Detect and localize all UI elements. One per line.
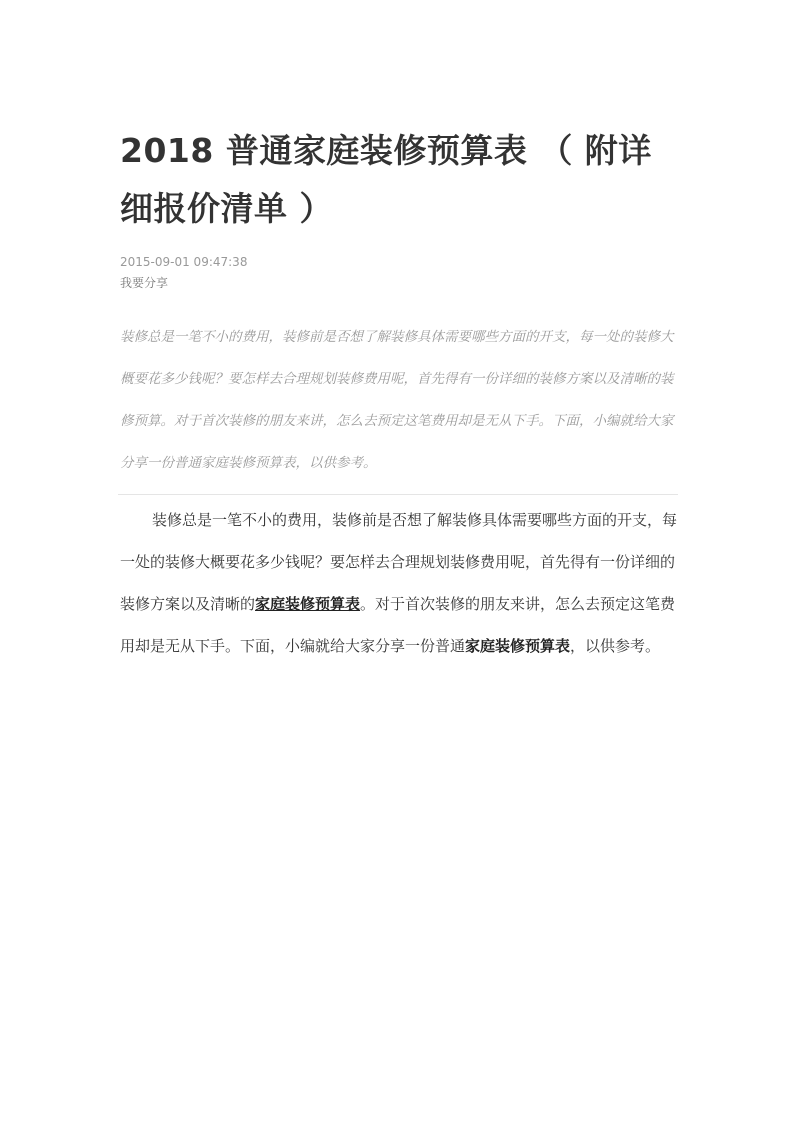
publish-date: 2015-09-01 09:47:38 — [120, 255, 248, 269]
article-summary: 装修总是一笔不小的费用，装修前是否想了解装修具体需要哪些方面的开支，每一处的装修大概要花多少钱呢？要怎样去合理规划装修费用呢，首先得有一份详细的装修方案以及清晰的装修预算。对于首次装修的朋友来讲，怎么去预定这笔费用却是无从下手。下面，小编就给大家分享一份普通家庭装修预算表，以供参考。 — [120, 329, 674, 471]
divider — [118, 494, 678, 495]
body-text-part-3: ，以供参考。 — [570, 637, 661, 655]
body-text-part-1: 装修总是一笔不小的费用，装修前是否想了解装修具体需要哪些方面的开支，每一处的装修大概要花多少钱呢？要怎样去合理规划装修费用呢，首先得有一份详细的装修方案以及清晰的 — [120, 511, 678, 613]
body-text-part-2: 。对于首次装修的朋友来讲，怎么去预定这笔费用却是无从下手。下面，小编就给大家分享一份普通 — [120, 595, 676, 655]
share-link[interactable]: 我要分享 — [120, 276, 169, 290]
article-meta — [120, 252, 680, 294]
article-body — [120, 499, 680, 667]
article-title: 2018 普通家庭装修预算表 （ 附详细报价清单 ） — [120, 131, 652, 228]
keyword-link[interactable]: 家庭装修预算表 — [255, 595, 361, 613]
keyword-bold: 家庭装修预算表 — [465, 637, 571, 655]
article — [120, 122, 680, 682]
